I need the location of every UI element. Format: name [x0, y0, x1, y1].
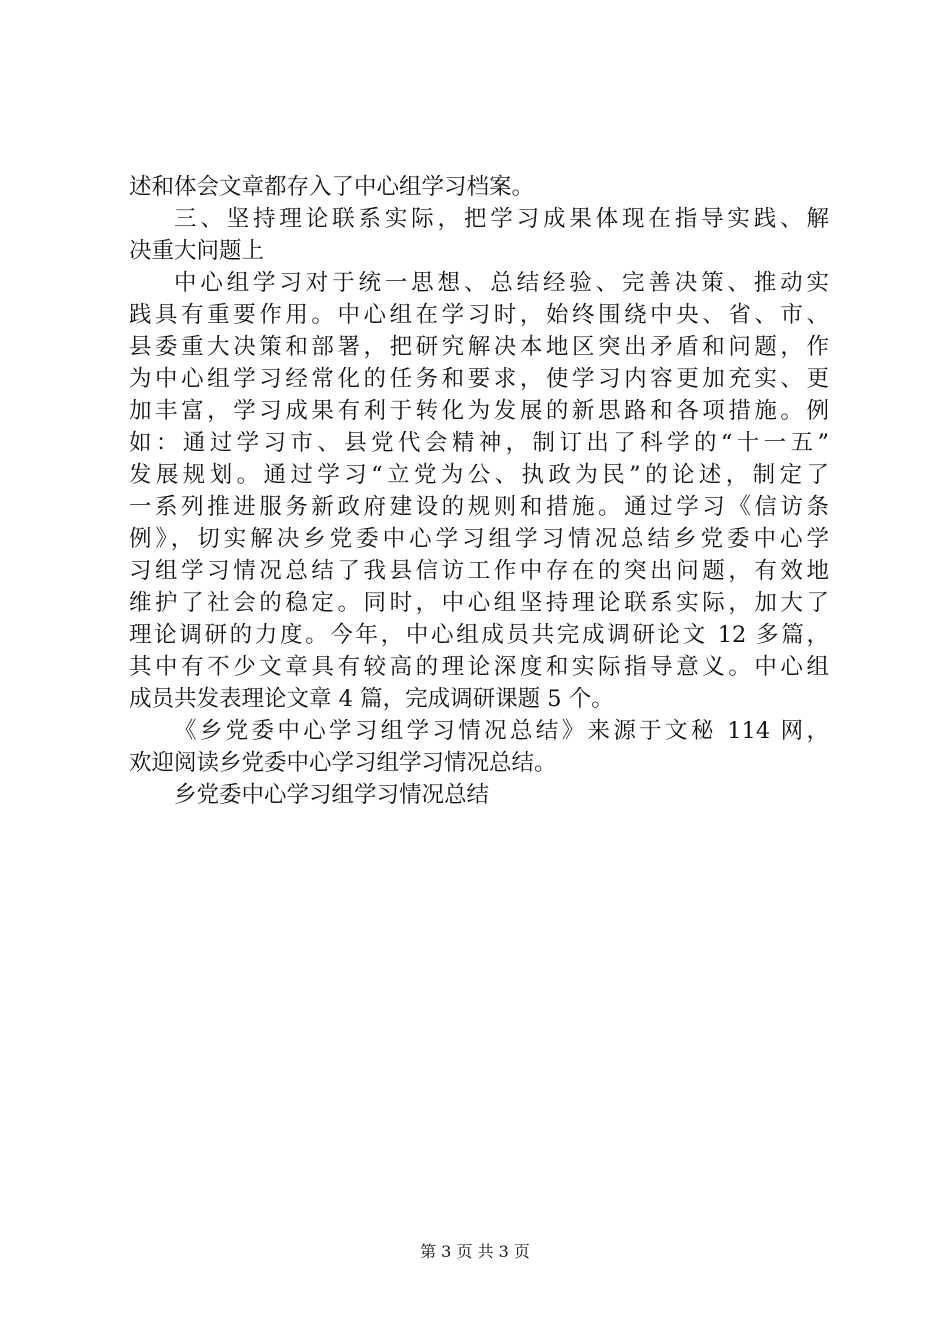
text-line: 乡党委中心学习组学习情况总结 — [174, 782, 490, 808]
text-line: 发展规划。通过学习“立党为公、执政为民”的论述，制定了 — [129, 462, 829, 488]
text-line: 理论调研的力度。今年，中心组成员共完成调研论文 12 多篇， — [129, 622, 829, 648]
text-line: 述和体会文章都存入了中心组学习档案。 — [129, 174, 535, 200]
text-line: 一系列推进服务新政府建设的规则和措施。通过学习《信访条 — [129, 494, 829, 520]
text-line: 决重大问题上 — [129, 238, 265, 264]
text-line: 中心组学习对于统一思想、总结经验、完善决策、推动实 — [174, 270, 829, 296]
page-number-label: 第 3 页 共 3 页 — [420, 1242, 530, 1261]
text-line: 三、坚持理论联系实际，把学习成果体现在指导实践、解 — [174, 206, 829, 232]
text-line: 欢迎阅读乡党委中心学习组学习情况总结。 — [129, 750, 557, 776]
text-line: 成员共发表理论文章 4 篇，完成调研课题 5 个。 — [129, 686, 614, 712]
text-line: 县委重大决策和部署，把研究解决本地区突出矛盾和问题，作 — [129, 334, 829, 360]
text-line: 例》，切实解决乡党委中心学习组学习情况总结乡党委中心学 — [129, 526, 829, 552]
text-line: 如：通过学习市、县党代会精神，制订出了科学的“十一五” — [129, 430, 829, 456]
page-footer — [0, 1241, 950, 1263]
text-line: 《乡党委中心学习组学习情况总结》来源于文秘 114 网， — [174, 718, 829, 744]
text-line: 其中有不少文章具有较高的理论深度和实际指导意义。中心组 — [129, 654, 829, 680]
text-line: 维护了社会的稳定。同时，中心组坚持理论联系实际，加大了 — [129, 590, 829, 616]
text-line: 为中心组学习经常化的任务和要求，使学习内容更加充实、更 — [129, 366, 829, 392]
text-line: 加丰富，学习成果有利于转化为发展的新思路和各项措施。例 — [129, 398, 829, 424]
document-body — [129, 171, 829, 811]
text-line: 习组学习情况总结了我县信访工作中存在的突出问题，有效地 — [129, 558, 829, 584]
text-line: 践具有重要作用。中心组在学习时，始终围绕中央、省、市、 — [129, 302, 829, 328]
